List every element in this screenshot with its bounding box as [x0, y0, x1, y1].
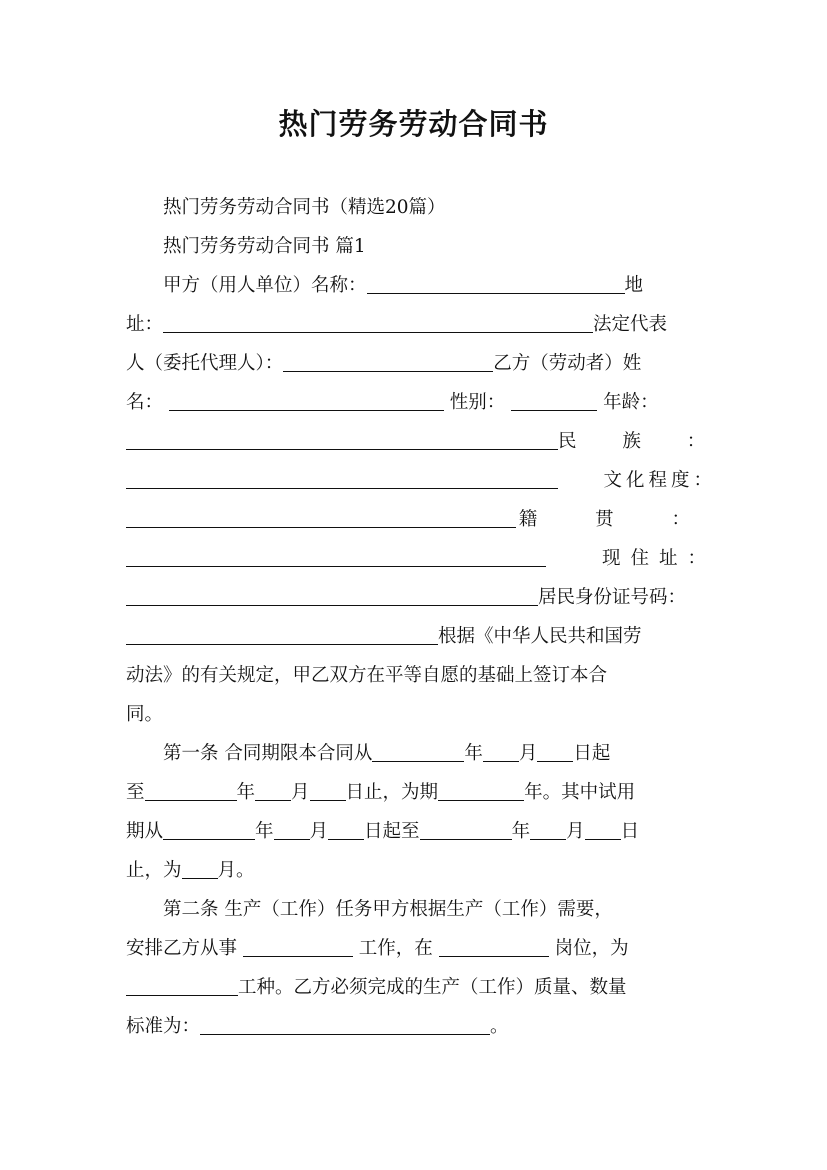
paragraph-tasks: [126, 890, 716, 1046]
text-fragment: 安排乙方从事: [126, 938, 238, 959]
text-fragment: 根据《中华人民共和国劳: [438, 626, 642, 647]
document-body: [126, 188, 726, 1046]
text-fragment: 月: [518, 743, 538, 764]
text-fragment: 月: [566, 821, 585, 842]
party-a-name-label: 甲方（用人单位）名称：: [163, 275, 367, 296]
text-fragment: 年: [464, 743, 483, 764]
party-b-name-label: 乙方（劳动者）姓: [493, 353, 642, 374]
text-fragment: 日止，为期: [345, 782, 439, 803]
blank-field[interactable]: [126, 977, 238, 997]
text-fragment: 年。其中试用: [524, 782, 636, 803]
blank-field[interactable]: [163, 314, 593, 334]
blank-field[interactable]: [126, 509, 516, 529]
blank-field[interactable]: [438, 782, 524, 802]
text-fragment: 期从: [126, 821, 164, 842]
text-fragment: 标准为：: [126, 1016, 201, 1037]
text-fragment: 。: [490, 1016, 509, 1037]
gender-label: 性别：: [449, 392, 506, 413]
blank-field[interactable]: [530, 821, 566, 841]
blank-field[interactable]: [439, 938, 549, 958]
ethnicity-label: 民 族 ：: [558, 431, 726, 452]
text-fragment: 地: [624, 275, 644, 296]
blank-field[interactable]: [126, 626, 438, 646]
document-title: 热门劳务劳动合同书: [278, 107, 549, 141]
text-fragment: 年: [255, 821, 274, 842]
subtitle-line: 热门劳务劳动合同书（精选20篇）: [163, 197, 446, 218]
id-number-label: 居民身份证号码：: [538, 587, 687, 608]
blank-field[interactable]: [585, 821, 621, 841]
text-fragment: 月: [291, 782, 310, 803]
education-label: 文化程度：: [603, 470, 716, 491]
text-fragment: 月: [309, 821, 329, 842]
blank-field[interactable]: [483, 743, 519, 763]
text-fragment: 日起至: [364, 821, 420, 842]
blank-field[interactable]: [126, 587, 538, 607]
address-current-label: 现住址：: [601, 548, 716, 569]
blank-field[interactable]: [182, 860, 218, 880]
paragraph-parties: [126, 266, 726, 734]
blank-field[interactable]: [169, 392, 444, 412]
text-fragment: 工作，在: [358, 938, 433, 959]
text-fragment: 岗位，为: [554, 938, 629, 959]
blank-field[interactable]: [126, 470, 558, 490]
article-1-heading: 第一条 合同期限本合同从: [163, 743, 373, 764]
text-fragment: 年: [511, 821, 531, 842]
text-fragment: 日: [620, 821, 640, 842]
blank-field[interactable]: [126, 431, 558, 451]
blank-field[interactable]: [274, 821, 310, 841]
text-fragment: 名：: [126, 392, 164, 413]
text-fragment: 日起: [573, 743, 611, 764]
blank-field[interactable]: [126, 548, 546, 568]
blank-field[interactable]: [145, 782, 237, 802]
age-label: 年龄：: [603, 392, 659, 413]
text-fragment: 动法》的有关规定，甲乙双方在平等自愿的基础上签订本合: [126, 665, 608, 686]
text-fragment: 月。: [217, 860, 255, 881]
blank-field[interactable]: [328, 821, 364, 841]
blank-field[interactable]: [163, 821, 255, 841]
blank-field[interactable]: [283, 353, 493, 373]
text-fragment: 至: [126, 782, 145, 803]
legal-rep-label: 法定代表: [593, 314, 668, 335]
text-fragment: 年: [236, 782, 256, 803]
blank-field[interactable]: [200, 1016, 490, 1036]
blank-field[interactable]: [367, 275, 625, 295]
blank-field[interactable]: [372, 743, 464, 763]
agent-label: 人（委托代理人）：: [126, 353, 284, 374]
blank-field[interactable]: [243, 938, 353, 958]
blank-field[interactable]: [310, 782, 346, 802]
article-2-heading: 第二条 生产（工作）任务甲方根据生产（工作）需要，: [163, 899, 613, 920]
blank-field[interactable]: [537, 743, 573, 763]
blank-field[interactable]: [511, 392, 597, 412]
text-fragment: 工种。乙方必须完成的生产（工作）质量、数量: [238, 977, 627, 998]
section-heading: 热门劳务劳动合同书 篇1: [163, 236, 366, 257]
blank-field[interactable]: [420, 821, 512, 841]
address-label: 址：: [126, 314, 164, 335]
text-fragment: 止，为: [126, 860, 182, 881]
text-fragment: 同。: [126, 704, 164, 725]
paragraph-term: [126, 734, 716, 890]
native-place-label: 籍 贯 ：: [518, 509, 716, 530]
blank-field[interactable]: [255, 782, 291, 802]
